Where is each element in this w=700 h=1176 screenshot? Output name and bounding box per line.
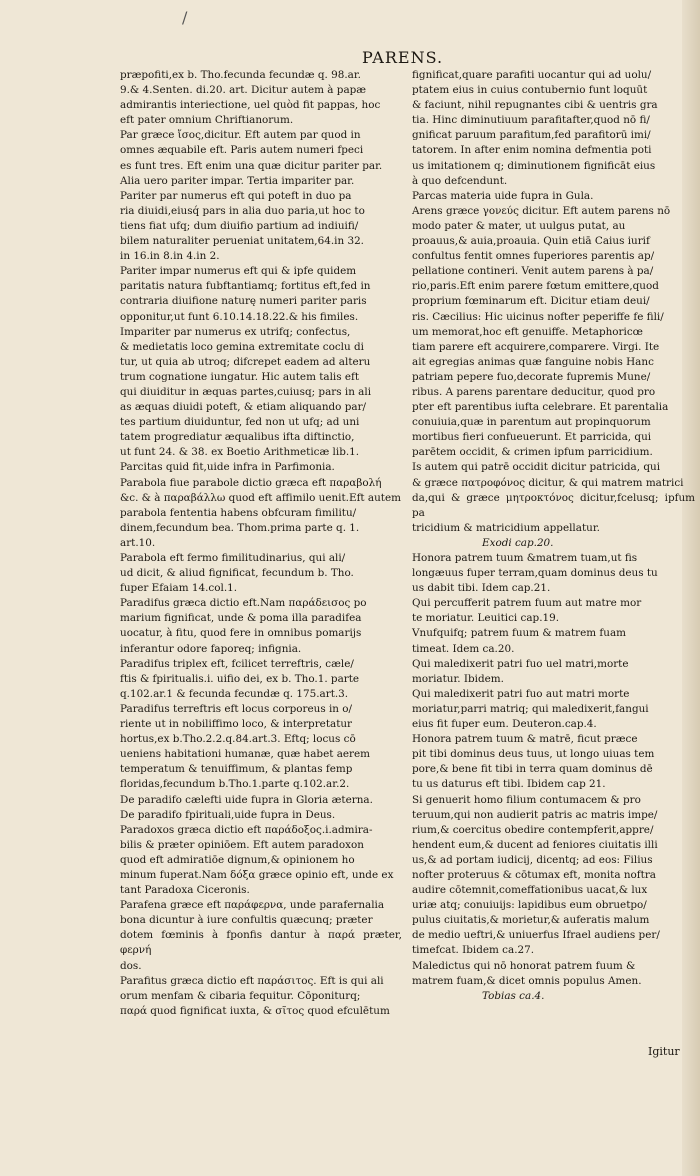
text-line: te moriatur. Leuitici cap.19. bbox=[412, 612, 560, 625]
text-line: Par græce ἴσος,dicitur. Eft autem par quod in bbox=[120, 129, 361, 142]
text-line: proauus,& auia,proauia. Quin etiā Caius iurif bbox=[412, 235, 650, 248]
text-line: rio,paris.Eft enim parere fœtum emittere,quod bbox=[412, 280, 659, 293]
text-line: Pariter impar numerus eft qui & ipfe quidem bbox=[120, 265, 357, 278]
text-line: bona dicuntur à iure confultis quæcunq; præter bbox=[120, 914, 373, 927]
text-line: De paradifo cælefti uide fupra in Gloria æterna. bbox=[120, 793, 373, 806]
text-line: tricidium & matricidium appellatur. bbox=[412, 521, 600, 534]
text-line: eius fit fuper eum. Deuteron.cap.4. bbox=[412, 718, 597, 731]
text-line: Qui percufferit patrem fuum aut matre mor bbox=[412, 597, 642, 610]
text-line: Parafitus græca dictio eft παράσιτος. Eft is qui ali bbox=[120, 974, 384, 987]
catchword: Igitur bbox=[648, 1045, 680, 1058]
text-line: eft pater omnium Chriftianorum. bbox=[120, 114, 294, 127]
text-line: dotem fœminis à fponfis dantur à παρά præter, φερνή bbox=[120, 929, 402, 957]
text-line: opponitur,ut funt 6.10.14.18.22.& his fimiles. bbox=[120, 310, 359, 323]
text-line: Parcitas quid fit,uide infra in Parfimonia. bbox=[120, 461, 335, 474]
text-line: quod eft admiratiōe dignum,& opinionem ho bbox=[120, 853, 355, 866]
text-line: rium,& coercitus obedire contempferit,appre/ bbox=[412, 823, 654, 836]
text-line: Is autem qui patrē occidit dicitur patricida, qui bbox=[412, 461, 661, 474]
text-line: pit tibi dominus deus tuus, ut longo uiuas tem bbox=[412, 748, 655, 761]
text-line: us,& ad portam iudicij, dicentq; ad eos: Filius bbox=[412, 853, 653, 866]
text-line: ribus. A parens parentare deducitur, quod pro bbox=[412, 385, 656, 398]
text-line: art.10. bbox=[120, 536, 156, 549]
corner-mark: / bbox=[182, 8, 188, 27]
text-line: Parabola eft fermo fimilitudinarius, qui ali/ bbox=[120, 552, 346, 564]
text-line: dos. bbox=[120, 959, 142, 972]
text-line: Arens græce γονεύς dicitur. Eft autem parens nō bbox=[412, 204, 671, 217]
text-line: à quo defcendunt. bbox=[412, 174, 508, 187]
text-line: da,qui & græce μητροκτόνος dicitur,fcelusq; ipfum pa bbox=[412, 491, 695, 519]
text-line: admirantis interiectione, uel quòd fit pappas, hoc bbox=[120, 99, 381, 112]
text-line: trum cognatione iungatur. Hic autem talis eft bbox=[120, 370, 360, 383]
text-line: Maledictus qui nō honorat patrem fuum & bbox=[412, 959, 636, 972]
text-line: nofter proteruus & cōtumax eft, monita noftra bbox=[412, 868, 656, 881]
text-line: mortibus fieri confueuerunt. Et parricida, qui bbox=[412, 431, 652, 444]
text-line: teruum,qui non audierit patris ac matris impe/ bbox=[412, 808, 658, 821]
text-line: Vnufquifq; patrem fuum & matrem fuam bbox=[412, 627, 627, 640]
text-line: Paradifus terreftris eft locus corporeus in o/ bbox=[120, 702, 353, 715]
text-line: orum menfam & cibaria fequitur. Cōponiturq; bbox=[120, 989, 361, 1002]
text-line: ait egregias animas quæ fanguine nobis Hanc bbox=[412, 355, 654, 368]
text-line: longæuus fuper terram,quam dominus deus tu bbox=[412, 567, 658, 580]
text-line: inferantur odore faporeq; infignia. bbox=[120, 642, 302, 655]
text-line: pellatione contineri. Venit autem parens à pa/ bbox=[412, 265, 654, 278]
text-line: fuper Efaiam 14.col.1. bbox=[120, 582, 238, 595]
text-line: paritatis natura fubftantiamq; fortitus eft,fed in bbox=[120, 280, 371, 293]
text-line: audire cōtemnit,comeffationibus uacat,& lux bbox=[412, 884, 648, 897]
text-line: tiam parere eft acquirere,comparere. Virgi. Ite bbox=[412, 340, 660, 353]
text-line: pore,& bene fit tibi in terra quam dominus dē bbox=[412, 763, 653, 776]
text-line: modo pater & mater, ut uulgus putat, au bbox=[412, 219, 626, 232]
text-line: conuiuia,quæ in parentum aut propinquorum bbox=[412, 416, 651, 429]
text-line: confultus fentit omnes fuperiores parentis ap/ bbox=[412, 250, 655, 263]
text-line: ud dicit, & aliud fignificat, fecundum b. Tho. bbox=[120, 567, 354, 580]
text-line: ris. Cæcilius: Hic uicinus nofter peperiffe fe fili/ bbox=[412, 310, 664, 323]
text-line: tur, ut quia ab utroq; difcrepet eadem ad alteru bbox=[120, 355, 371, 368]
text-line: & medietatis loco gemina extremitate coclu di bbox=[120, 340, 364, 353]
text-line: dinem,fecundum bea. Thom.prima parte q. 1. bbox=[120, 521, 360, 534]
running-header: PARENS. bbox=[362, 48, 444, 67]
text-line: bilem naturaliter perueniat unitatem,64.in 32. bbox=[120, 235, 364, 248]
text-line: tatem progrediatur æqualibus ifta diftinctio, bbox=[120, 431, 355, 444]
text-line: ria diuidi,eiusq́ pars in alia duo paria,ut hoc to bbox=[120, 204, 365, 217]
text-line: es funt tres. Eft enim una quæ dicitur pariter par. bbox=[120, 159, 383, 172]
text-line: ueniens habitationi humanæ, quæ habet aerem bbox=[120, 748, 371, 761]
text-line: Qui maledixerit patri fuo uel matri,morte bbox=[412, 657, 629, 670]
text-line: in 16.in 8.in 4.in 2. bbox=[120, 250, 220, 263]
text-line: præpofiti,ex b. Tho.fecunda fecundæ q. 98.ar. bbox=[120, 69, 361, 81]
text-line: timeat. Idem ca.20. bbox=[412, 642, 515, 655]
text-line: ut funt 24. & 38. ex Boetio Arithmeticæ lib.1. bbox=[120, 446, 360, 459]
right-column bbox=[412, 68, 695, 1004]
text-line: temperatum & tenuiffimum, & plantas femp bbox=[120, 763, 353, 776]
text-line: bilis & præter opiniōem. Eft autem paradoxon bbox=[120, 838, 364, 851]
text-line: proprium fœminarum eft. Dicitur etiam deui/ bbox=[412, 295, 650, 308]
text-line: omnes æquabile eft. Paris autem numeri fpeci bbox=[120, 144, 364, 157]
text-line: tiens fiat ufq; dum diuifio partium ad indiuifi/ bbox=[120, 219, 359, 232]
text-line: hendent eum,& ducent ad feniores ciuitatis illi bbox=[412, 838, 658, 851]
text-line: floridas,fecundum b.Tho.1.parte q.102.ar.2. bbox=[120, 778, 350, 791]
text-line: um memorat,hoc eft genuiffe. Metaphoricœ bbox=[412, 325, 643, 338]
text-line: 9.& 4.Senten. di.20. art. Dicitur autem à papæ bbox=[120, 84, 367, 97]
text-line: q.102.ar.1 & fecunda fecundæ q. 175.art.3. bbox=[120, 687, 349, 700]
text-line: Paradifus græca dictio eft.Nam παράδεισος po bbox=[120, 597, 367, 610]
text-line: Parafena græce eft παράφερνα, unde parafernalia bbox=[120, 899, 385, 912]
text-line: παρά quod fignificat iuxta, & σῖτος quod efculētum bbox=[120, 1004, 390, 1017]
text-line: ftis & fpiritualis.i. uifio dei, ex b. Tho.1. parte bbox=[120, 672, 360, 685]
text-line: Paradifus triplex eft, fcilicet terreftris, cæle/ bbox=[120, 657, 354, 670]
text-line: contraria diuifione naturę numeri pariter paris bbox=[120, 295, 367, 308]
text-line: us dabit tibi. Idem cap.21. bbox=[412, 582, 551, 595]
left-column bbox=[120, 68, 402, 1019]
text-line: uriæ atq; conuiuijs: lapidibus eum obruetpo/ bbox=[412, 899, 647, 912]
text-line: minum fuperat.Nam δόξα græce opinio eft, unde ex bbox=[120, 868, 394, 881]
text-line: ptatem eius in cuius contubernio funt loquūt bbox=[412, 84, 648, 97]
text-line: pter eft parentibus iufta celebrare. Et parentalia bbox=[412, 401, 669, 414]
text-line: hortus,ex b.Tho.2.2.q.84.art.3. Eftq; locus cō bbox=[120, 733, 356, 746]
text-line: Parcas materia uide fupra in Gula. bbox=[412, 189, 594, 202]
text-line: Qui maledixerit patri fuo aut matri morte bbox=[412, 687, 630, 700]
text-line: moriatur. Ibidem. bbox=[412, 672, 504, 685]
text-line: &c. & à παραβάλλω quod eft affimilo uenit.Eft autem bbox=[120, 491, 401, 504]
text-line: De paradifo fpirituali,uide fupra in Deus. bbox=[120, 808, 336, 821]
text-line: & græce πατροφόνος dicitur, & qui matrem matrici bbox=[412, 476, 684, 489]
text-line: uocatur, à fitu, quod fere in omnibus pomarijs bbox=[120, 627, 362, 640]
text-line: qui diuiditur in æquas partes,cuiusq; pars in ali bbox=[120, 385, 372, 398]
text-line: Impariter par numerus ex utrifq; confectus, bbox=[120, 325, 351, 338]
text-line: tia. Hinc diminutiuum parafitafter,quod nō fi/ bbox=[412, 114, 650, 127]
text-line: as æquas diuidi poteft, & etiam aliquando par/ bbox=[120, 401, 367, 414]
text-line: Paradoxos græca dictio eft παράδοξος.i.admira- bbox=[120, 823, 373, 836]
text-line: de medio ueftri,& uniuerfus Ifrael audiens per/ bbox=[412, 929, 660, 942]
text-line: pulus ciuitatis,& morietur,& auferatis malum bbox=[412, 914, 650, 927]
text-line: marium fignificat, unde & poma illa paradifea bbox=[120, 612, 362, 625]
text-line: fignificat,quare parafiti uocantur qui ad uolu/ bbox=[412, 69, 652, 81]
text-line: timefcat. Ibidem ca.27. bbox=[412, 944, 535, 957]
text-line: us imitationem q; diminutionem fignificāt eius bbox=[412, 159, 656, 172]
text-line: patriam pepere fuo,decorate fupremis Mune/ bbox=[412, 370, 651, 383]
text-line: Parabola fiue parabole dictio græca eft παραβολή bbox=[120, 476, 382, 489]
text-line: & faciunt, nihil repugnantes cibi & uentris gra bbox=[412, 99, 658, 112]
text-line: tu us daturus eft tibi. Ibidem cap 21. bbox=[412, 778, 606, 791]
text-line: Pariter par numerus eft qui poteft in duo pa bbox=[120, 189, 352, 202]
text-line: tant Paradoxa Ciceronis. bbox=[120, 884, 250, 897]
text-line: matrem fuam,& dicet omnis populus Amen. bbox=[412, 974, 642, 987]
text-line: tatorem. In after enim nomina defmentia poti bbox=[412, 144, 652, 157]
text-line: parētem occidit, & crimen ipfum parricidium. bbox=[412, 446, 653, 459]
text-line: Si genuerit homo filium contumacem & pro bbox=[412, 793, 641, 806]
text-line: tes partium diuiduntur, fed non ut ufq; ad uni bbox=[120, 416, 360, 429]
text-line: parabola fententia habens obfcuram fimilitu/ bbox=[120, 506, 357, 519]
text-line: Honora patrem tuum & matrē, ficut præce bbox=[412, 733, 638, 746]
text-line: Honora patrem tuum &matrem tuam,ut fis bbox=[412, 552, 638, 564]
text-line: riente ut in nobiliffimo loco, & interpretatur bbox=[120, 718, 353, 731]
text-line: Tobias ca.4. bbox=[482, 989, 545, 1002]
text-line: Exodi cap.20. bbox=[482, 536, 554, 549]
text-line: Alia uero pariter impar. Tertia impariter par. bbox=[120, 174, 355, 187]
text-line: gnificat paruum parafitum,fed parafitorū imi/ bbox=[412, 129, 651, 142]
text-line: moriatur,parri matriq; qui maledixerit,fangui bbox=[412, 702, 649, 715]
